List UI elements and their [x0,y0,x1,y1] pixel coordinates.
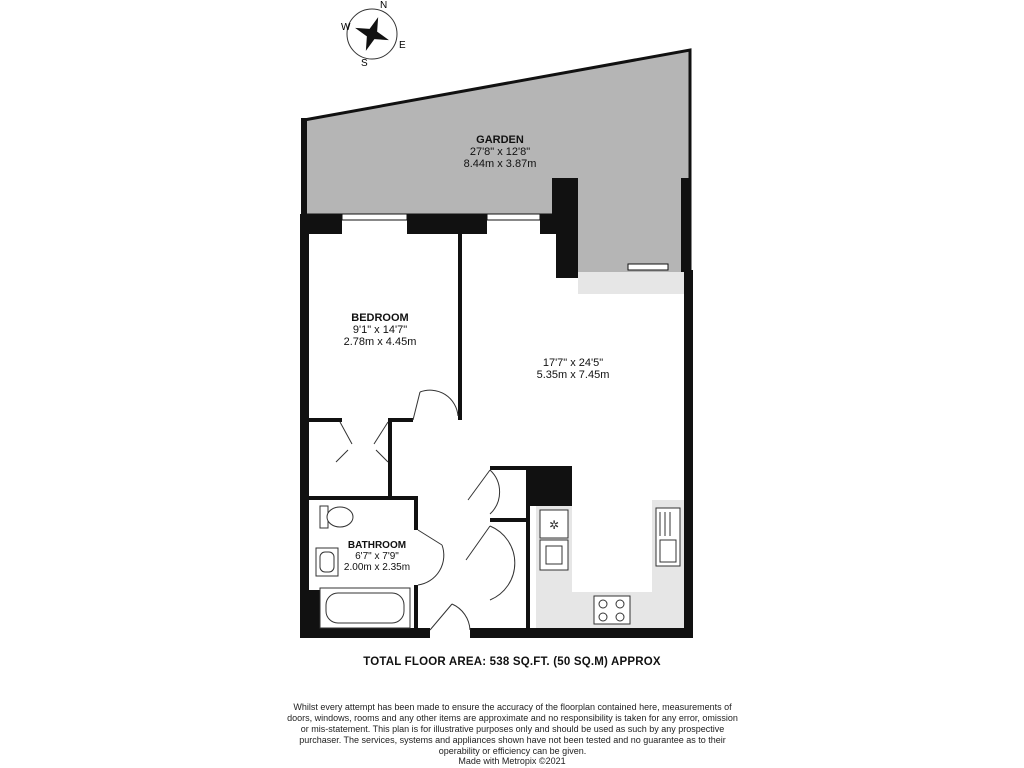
washer-icon [540,540,568,570]
living-metric: 5.35m x 7.45m [536,369,610,381]
garden-label [440,134,560,170]
bath-icon [320,588,410,628]
garden-imperial: 27'8" x 12'8" [469,146,531,158]
sink-icon [656,508,680,566]
compass-e: E [399,40,406,51]
compass-w: W [341,22,351,33]
compass-rose-icon [341,0,406,69]
bedroom-name: BEDROOM [351,312,409,324]
compass-s: S [361,58,368,69]
living-label [513,357,633,381]
bathroom-imperial: 6'7" x 7'9" [355,551,399,562]
bathroom-metric: 2.00m x 2.35m [343,562,411,573]
bedroom-label [320,312,440,348]
living-imperial: 17'7" x 24'5" [542,357,604,369]
toilet-icon [320,506,353,528]
disclaimer-text: Whilst every attempt has been made to ensure the accuracy of the floorplan contained here, measurements of doors, windows, rooms and any other items are approximate and no responsibility is taken for any error, omission or mis-statement. This plan is for illustrative purposes only and should be used as such by any prospective purchaser. The services, systems and appliances shown have not been tested and no guarantee as to their operability or efficiency can be given. [287,702,738,756]
bedroom-imperial: 9'1" x 14'7" [352,324,408,336]
metropix-credit: Made with Metropix ©2021 [458,756,566,766]
fridge-icon [540,510,568,538]
garden-name: GARDEN [476,134,524,146]
bathroom-label [322,540,432,573]
garden-metric: 8.44m x 3.87m [463,158,537,170]
svg-text:✲: ✲ [548,518,560,532]
compass-n: N [380,0,388,11]
hob-icon [594,596,630,624]
total-floor-area: TOTAL FLOOR AREA: 538 SQ.FT. (50 SQ.M) APPROX [363,656,661,668]
bathroom-name: BATHROOM [347,540,407,551]
garden-door-area [578,272,686,294]
bedroom-metric: 2.78m x 4.45m [343,336,417,348]
